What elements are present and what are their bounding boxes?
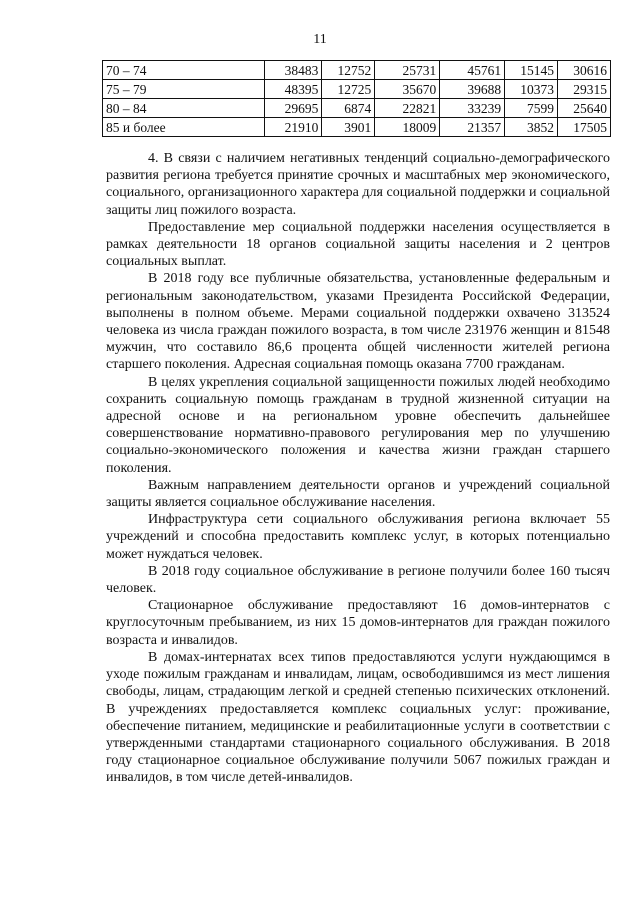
age-group-table (102, 60, 611, 137)
table-cell: 29695 (265, 99, 322, 118)
table-cell: 25731 (375, 61, 440, 80)
paragraph: В 2018 году все публичные обязательства, установленные федеральным и региональным законодательством, указами Президента Российской Федерации, выполнены в полном объеме. Мерами социальной поддержки охвачено 313524 человека из числа граждан пожилого возраста, в том числе 231976 женщин и 81548 мужчин, что составило 86,6 процента общей численности жителей региона старшего поколения. Адресная социальная помощь оказана 7700 гражданам. (106, 271, 610, 373)
paragraph: Важным направлением деятельности органов и учреждений социальной защиты является социальное обслуживание населения. (106, 477, 610, 511)
table-cell: 33239 (440, 99, 505, 118)
page-number: 11 (313, 32, 327, 47)
table-cell: 35670 (375, 80, 440, 99)
table-cell-age-group: 85 и более (103, 118, 265, 137)
table-cell: 12725 (322, 80, 375, 99)
table-cell: 48395 (265, 80, 322, 99)
table-cell: 7599 (505, 99, 558, 118)
paragraph: В 2018 году социальное обслуживание в регионе получили более 160 тысяч человек. (106, 563, 610, 597)
table-cell: 39688 (440, 80, 505, 99)
table-cell: 22821 (375, 99, 440, 118)
table-cell: 17505 (558, 118, 611, 137)
table-row (103, 99, 611, 118)
table-cell-age-group: 70 – 74 (103, 61, 265, 80)
table-cell: 10373 (505, 80, 558, 99)
body-text (106, 150, 610, 787)
table-cell: 25640 (558, 99, 611, 118)
table-cell: 29315 (558, 80, 611, 99)
table-row (103, 118, 611, 137)
table-cell: 3852 (505, 118, 558, 137)
table-cell: 12752 (322, 61, 375, 80)
table-cell: 30616 (558, 61, 611, 80)
paragraph: В домах-интернатах всех типов предоставляются услуги нуждающимся в уходе пожилым гражданам и инвалидам, лицам, освободившимся из мест лишения свободы, лицам, страдающим легкой и средней степенью психических отклонений. В учреждениях предоставляется комплекс социальных услуг: проживание, обеспечение питанием, медицинские и реабилитационные услуги в соответствии с утвержденными стандартами стационарного социального обслуживания. В 2018 году стационарное социальное обслуживание получили 5067 пожилых граждан и инвалидов, в том числе детей-инвалидов. (106, 649, 610, 786)
table-row (103, 61, 611, 80)
table-cell-age-group: 80 – 84 (103, 99, 265, 118)
paragraph: Стационарное обслуживание предоставляют 16 домов-интернатов с круглосуточным пребыванием, из них 15 домов-интернатов для граждан пожилого возраста и инвалидов. (106, 598, 610, 648)
table-cell: 6874 (322, 99, 375, 118)
paragraph: Предоставление мер социальной поддержки населения осуществляется в рамках деятельности 18 органов социальной защиты населения и 2 центров социальных выплат. (106, 219, 610, 270)
table-cell: 3901 (322, 118, 375, 137)
table-cell: 18009 (375, 118, 440, 137)
table-cell: 15145 (505, 61, 558, 80)
table-row (103, 80, 611, 99)
paragraph: В целях укрепления социальной защищенности пожилых людей необходимо сохранить социальную помощь гражданам в трудной жизненной ситуации на адресной основе и на региональном уровне обеспечить дальнейшее совершенствование нормативно-правового регулирования мер по улучшению социально-экономического положения и качества жизни граждан старшего поколения. (106, 374, 610, 476)
table-cell: 45761 (440, 61, 505, 80)
paragraph: 4. В связи с наличием негативных тенденций социально-демографического развития региона требуется принятие срочных и масштабных мер экономического, социального, организационного характера для социальной поддержки и социальной защиты лиц пожилого возраста. (106, 151, 610, 218)
table-cell-age-group: 75 – 79 (103, 80, 265, 99)
paragraph: Инфраструктура сети социального обслуживания региона включает 55 учреждений и способна предоставить комплекс услуг, в которых потенциально может нуждаться человек. (106, 512, 610, 562)
table-cell: 21910 (265, 118, 322, 137)
table-cell: 21357 (440, 118, 505, 137)
table-cell: 38483 (265, 61, 322, 80)
